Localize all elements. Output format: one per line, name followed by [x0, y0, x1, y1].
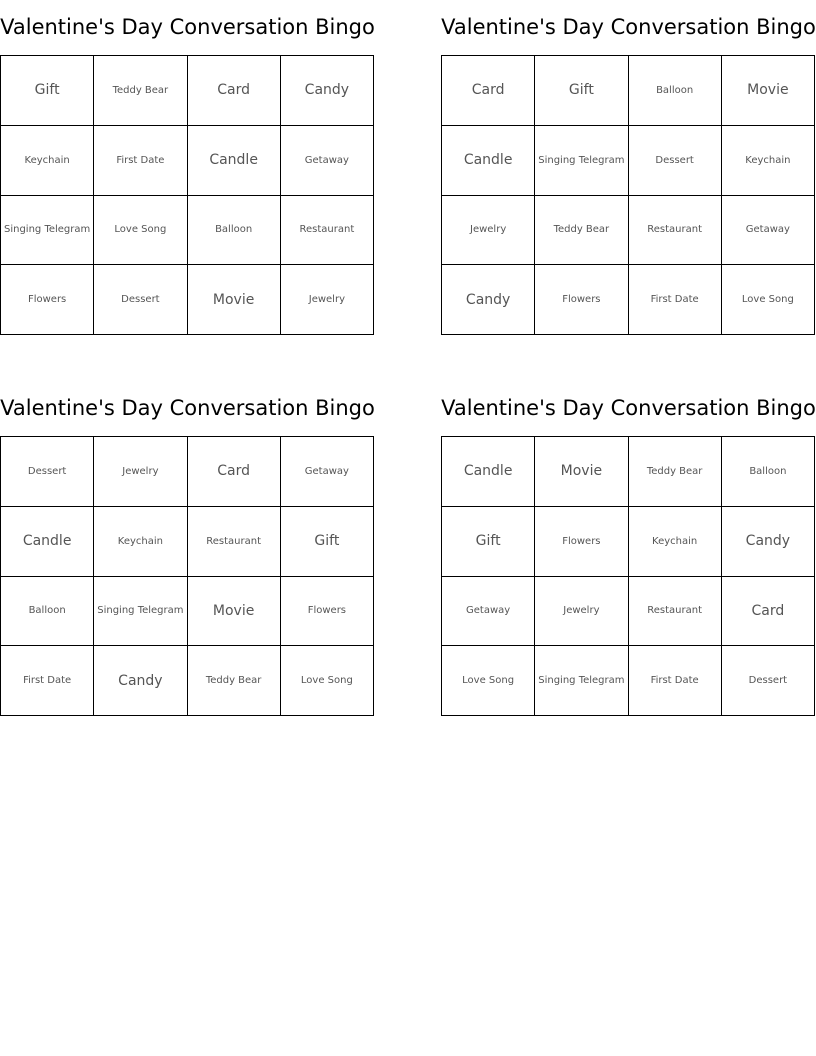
bingo-cell: Love Song	[722, 265, 815, 335]
bingo-cell: Card	[722, 577, 815, 647]
bingo-cell: Card	[442, 56, 535, 126]
bingo-cell: Jewelry	[442, 196, 535, 266]
bingo-cell: Candle	[1, 507, 94, 577]
bingo-cell: Getaway	[281, 126, 374, 196]
bingo-cell: Getaway	[281, 437, 374, 507]
bingo-cell: Restaurant	[281, 196, 374, 266]
bingo-cell: Getaway	[442, 577, 535, 647]
bingo-cell: Singing Telegram	[535, 126, 628, 196]
bingo-cell: Singing Telegram	[1, 196, 94, 266]
bingo-grid	[441, 55, 815, 335]
bingo-cell: Love Song	[442, 646, 535, 716]
bingo-cell: Balloon	[722, 437, 815, 507]
bingo-cell: Teddy Bear	[188, 646, 281, 716]
bingo-cell: Keychain	[1, 126, 94, 196]
bingo-cell: Candle	[442, 126, 535, 196]
bingo-cell: Candy	[722, 507, 815, 577]
bingo-cell: Love Song	[281, 646, 374, 716]
bingo-cell: Getaway	[722, 196, 815, 266]
bingo-cell: Teddy Bear	[535, 196, 628, 266]
bingo-cell: Balloon	[629, 56, 722, 126]
bingo-cell: Card	[188, 56, 281, 126]
bingo-cell: Flowers	[1, 265, 94, 335]
bingo-cell: Movie	[188, 265, 281, 335]
bingo-cell: Movie	[722, 56, 815, 126]
bingo-grid	[441, 436, 815, 716]
bingo-cell: Candle	[442, 437, 535, 507]
bingo-cell: Candy	[94, 646, 187, 716]
bingo-cell: Candle	[188, 126, 281, 196]
bingo-cell: Dessert	[722, 646, 815, 716]
bingo-cell: Restaurant	[629, 577, 722, 647]
bingo-cell: Singing Telegram	[94, 577, 187, 647]
bingo-cell: Singing Telegram	[535, 646, 628, 716]
bingo-cell: Gift	[1, 56, 94, 126]
bingo-cell: First Date	[94, 126, 187, 196]
bingo-cell: First Date	[629, 646, 722, 716]
bingo-cell: Love Song	[94, 196, 187, 266]
bingo-cell: Keychain	[94, 507, 187, 577]
card-title: Valentine's Day Conversation Bingo	[0, 15, 375, 39]
bingo-cell: Movie	[535, 437, 628, 507]
bingo-grid	[0, 436, 374, 716]
bingo-cell: Gift	[281, 507, 374, 577]
bingo-cell: Restaurant	[188, 507, 281, 577]
bingo-cell: Keychain	[722, 126, 815, 196]
bingo-cell: First Date	[629, 265, 722, 335]
bingo-cell: Jewelry	[535, 577, 628, 647]
bingo-cell: Jewelry	[281, 265, 374, 335]
bingo-grid	[0, 55, 374, 335]
bingo-cell: Gift	[535, 56, 628, 126]
bingo-cell: Flowers	[281, 577, 374, 647]
card-title: Valentine's Day Conversation Bingo	[0, 396, 375, 420]
bingo-cell: Dessert	[94, 265, 187, 335]
bingo-cell: Candy	[281, 56, 374, 126]
bingo-cell: Jewelry	[94, 437, 187, 507]
bingo-cell: Movie	[188, 577, 281, 647]
bingo-cell: Candy	[442, 265, 535, 335]
bingo-cell: First Date	[1, 646, 94, 716]
bingo-cell: Keychain	[629, 507, 722, 577]
bingo-cell: Dessert	[629, 126, 722, 196]
bingo-cell: Gift	[442, 507, 535, 577]
bingo-cell: Teddy Bear	[94, 56, 187, 126]
card-title: Valentine's Day Conversation Bingo	[441, 396, 816, 420]
bingo-cell: Card	[188, 437, 281, 507]
bingo-cell: Balloon	[1, 577, 94, 647]
bingo-cell: Dessert	[1, 437, 94, 507]
bingo-cell: Flowers	[535, 507, 628, 577]
bingo-cell: Flowers	[535, 265, 628, 335]
bingo-cell: Balloon	[188, 196, 281, 266]
bingo-cell: Restaurant	[629, 196, 722, 266]
bingo-cell: Teddy Bear	[629, 437, 722, 507]
card-title: Valentine's Day Conversation Bingo	[441, 15, 816, 39]
